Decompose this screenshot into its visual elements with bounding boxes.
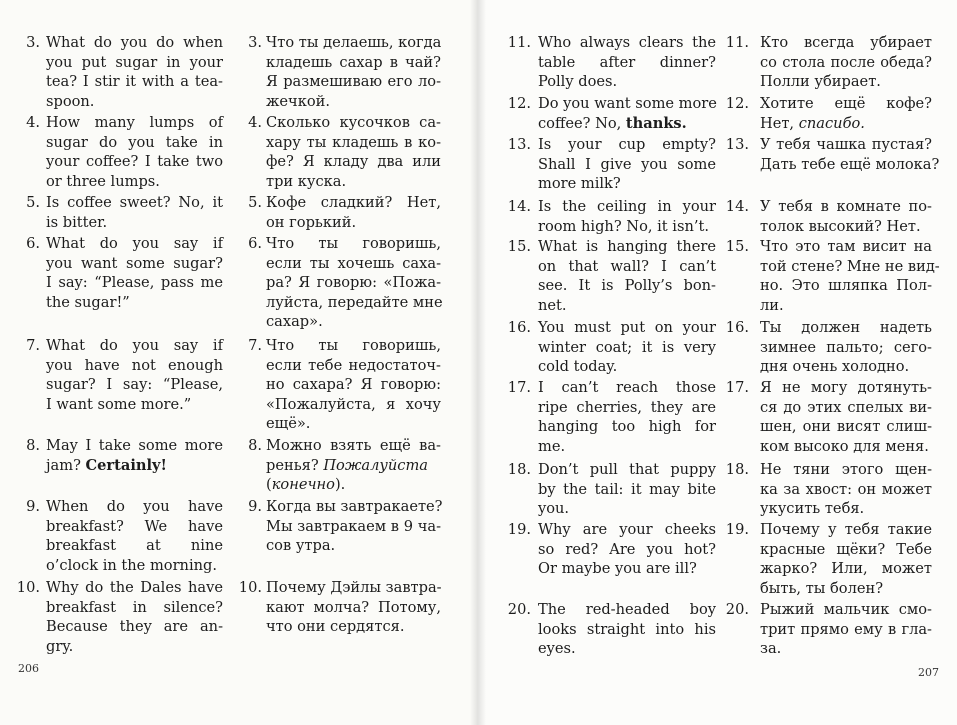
text-run: is bitter. bbox=[46, 213, 108, 231]
text-run: Мы завтракаем в 9 ча- bbox=[266, 517, 441, 535]
text-run: ещё». bbox=[266, 415, 311, 433]
text-line bbox=[760, 540, 932, 560]
item-text bbox=[760, 135, 940, 174]
text-run: What do you do when bbox=[46, 34, 223, 51]
text-line bbox=[538, 559, 716, 579]
item-number: 19. bbox=[725, 521, 749, 538]
text-run: o’clock in the morning. bbox=[46, 556, 217, 574]
item-number: 4. bbox=[26, 114, 40, 131]
text-line bbox=[266, 578, 441, 598]
item-number: 13. bbox=[725, 136, 749, 153]
right-page bbox=[478, 0, 957, 725]
text-run: но сахара? Я говорю: bbox=[266, 376, 441, 394]
text-line bbox=[538, 72, 716, 92]
text-run: Я не могу дотянуть- bbox=[760, 379, 932, 396]
text-run: той стене? Мне не вид- bbox=[760, 257, 940, 275]
text-line bbox=[538, 276, 716, 296]
item-text bbox=[760, 460, 932, 519]
text-line bbox=[46, 395, 223, 415]
item-number: 14. bbox=[725, 198, 749, 215]
text-line bbox=[266, 72, 441, 92]
text-run: Сколько кусочков са- bbox=[266, 114, 441, 131]
text-line bbox=[760, 53, 932, 73]
text-run: шен, они висят слиш- bbox=[760, 418, 932, 436]
text-line bbox=[760, 357, 932, 377]
text-line bbox=[538, 338, 716, 358]
text-line bbox=[538, 437, 716, 457]
text-run: сахар». bbox=[266, 313, 323, 331]
item-number: 7. bbox=[248, 337, 262, 354]
text-run: Polly does. bbox=[538, 73, 618, 91]
text-line bbox=[266, 497, 441, 517]
text-run: Кто всегда убирает bbox=[760, 34, 932, 51]
text-line bbox=[760, 237, 932, 257]
text-line bbox=[266, 356, 441, 376]
text-line bbox=[760, 378, 932, 398]
text-line bbox=[266, 456, 441, 476]
text-run: Я размешиваю его ло- bbox=[266, 73, 441, 91]
text-line bbox=[266, 133, 441, 153]
text-run: Можно взять ещё ва- bbox=[266, 437, 441, 454]
text-run: луйста, передайте мне bbox=[266, 293, 443, 311]
text-run: если тебе недостаточ- bbox=[266, 356, 441, 374]
text-run: or three lumps. bbox=[46, 172, 160, 190]
item-number: 9. bbox=[248, 498, 262, 515]
text-line bbox=[538, 540, 716, 560]
text-run: ( bbox=[266, 476, 272, 494]
text-line bbox=[46, 375, 223, 395]
text-line bbox=[760, 460, 932, 480]
text-line bbox=[266, 617, 441, 637]
text-line bbox=[266, 375, 441, 395]
text-run: sugar do you take in bbox=[46, 133, 223, 151]
text-run: me. bbox=[538, 437, 566, 455]
item-number: 17. bbox=[725, 379, 749, 396]
italic-answer: спасибо. bbox=[798, 114, 865, 132]
item-number: 5. bbox=[248, 194, 262, 211]
text-run: the sugar!” bbox=[46, 293, 130, 311]
text-run: What do you say if bbox=[46, 337, 223, 354]
item-number: 15. bbox=[725, 238, 749, 255]
text-line bbox=[46, 53, 223, 73]
text-run: что они сердятся. bbox=[266, 618, 405, 636]
text-run: Что ты говоришь, bbox=[266, 337, 441, 354]
text-run: Нет, bbox=[760, 114, 799, 132]
text-line bbox=[538, 620, 716, 640]
text-run: Why do the Dales have bbox=[46, 579, 223, 596]
text-run: Почему у тебя такие bbox=[760, 521, 932, 538]
text-run: winter coat; it is very bbox=[538, 338, 716, 356]
item-number: 15. bbox=[507, 238, 531, 255]
text-run: breakfast in silence? bbox=[46, 598, 223, 616]
text-line bbox=[46, 273, 223, 293]
text-line bbox=[266, 475, 441, 495]
text-line bbox=[538, 217, 716, 237]
text-line bbox=[760, 94, 932, 114]
item-text bbox=[266, 193, 441, 232]
text-run: хару ты кладешь в ко- bbox=[266, 133, 441, 151]
text-line bbox=[760, 579, 932, 599]
text-run: ренья? bbox=[266, 456, 324, 474]
text-run: looks straight into his bbox=[538, 620, 716, 638]
text-run: «Пожалуйста, я хочу bbox=[266, 395, 441, 413]
text-run: толок высокий? Нет. bbox=[760, 217, 921, 235]
text-line bbox=[46, 152, 223, 172]
item-text bbox=[266, 234, 441, 332]
text-run: net. bbox=[538, 296, 567, 314]
item-text bbox=[266, 336, 441, 434]
item-number: 8. bbox=[248, 437, 262, 454]
text-run: you put sugar in your bbox=[46, 53, 223, 71]
text-run: You must put on your bbox=[538, 319, 716, 336]
text-line bbox=[46, 556, 223, 576]
text-line bbox=[760, 114, 932, 134]
text-line bbox=[760, 639, 932, 659]
text-run: by the tail: it may bite bbox=[538, 480, 716, 498]
text-line bbox=[538, 257, 716, 277]
text-run: три куска. bbox=[266, 172, 347, 190]
text-line bbox=[760, 135, 932, 155]
text-line bbox=[266, 92, 441, 112]
text-run: Shall I give you some bbox=[538, 155, 716, 173]
left-page bbox=[0, 0, 478, 725]
item-number: 17. bbox=[507, 379, 531, 396]
item-text bbox=[760, 197, 932, 236]
text-line bbox=[760, 276, 932, 296]
item-text bbox=[266, 497, 441, 556]
item-text bbox=[760, 318, 932, 377]
item-number: 18. bbox=[725, 461, 749, 478]
text-run: May I take some more bbox=[46, 437, 223, 454]
item-number: 10. bbox=[238, 579, 262, 596]
text-run: ком высоко для меня. bbox=[760, 437, 929, 455]
item-text bbox=[266, 113, 441, 191]
text-line bbox=[46, 617, 223, 637]
text-run: Don’t pull that puppy bbox=[538, 461, 716, 478]
text-line bbox=[760, 338, 932, 358]
text-run: tea? I stir it with a tea- bbox=[46, 73, 223, 91]
text-run: Is coffee sweet? No, it bbox=[46, 194, 223, 211]
text-run: Or maybe you are ill? bbox=[538, 560, 697, 578]
text-line bbox=[266, 273, 441, 293]
item-number: 20. bbox=[725, 601, 749, 618]
item-number: 9. bbox=[26, 498, 40, 515]
text-run: gry. bbox=[46, 637, 74, 655]
item-number: 7. bbox=[26, 337, 40, 354]
text-line bbox=[266, 113, 441, 133]
text-line bbox=[266, 234, 441, 254]
text-line bbox=[266, 213, 441, 233]
text-line bbox=[266, 336, 441, 356]
text-line bbox=[46, 213, 223, 233]
text-line bbox=[760, 217, 932, 237]
item-text bbox=[760, 520, 932, 598]
text-run: Because they are an- bbox=[46, 618, 223, 636]
text-run: Рыжий мальчик смо- bbox=[760, 601, 932, 618]
text-run: Дать тебе ещё молока? bbox=[760, 155, 940, 173]
item-number: 13. bbox=[507, 136, 531, 153]
text-line bbox=[760, 398, 932, 418]
text-run: What do you say if bbox=[46, 235, 223, 252]
text-line bbox=[760, 318, 932, 338]
text-line bbox=[266, 53, 441, 73]
text-run: красные щёки? Тебе bbox=[760, 540, 932, 558]
text-run: your coffee? I take two bbox=[46, 153, 223, 171]
text-run: быть, ты болен? bbox=[760, 579, 884, 597]
text-line bbox=[760, 600, 932, 620]
text-line bbox=[760, 72, 932, 92]
text-line bbox=[46, 536, 223, 556]
item-number: 14. bbox=[507, 198, 531, 215]
item-number: 4. bbox=[248, 114, 262, 131]
text-run: more milk? bbox=[538, 175, 621, 193]
text-run: The red-headed boy bbox=[538, 601, 716, 618]
text-line bbox=[538, 174, 716, 194]
text-run: on that wall? I can’t bbox=[538, 257, 716, 275]
text-run: У тебя чашка пустая? bbox=[760, 136, 932, 153]
item-number: 16. bbox=[725, 319, 749, 336]
text-line bbox=[760, 620, 932, 640]
text-run: coffee? No, bbox=[538, 114, 626, 132]
text-line bbox=[538, 480, 716, 500]
text-line bbox=[266, 33, 441, 53]
text-run: so red? Are you hot? bbox=[538, 540, 716, 558]
text-run: он горький. bbox=[266, 213, 357, 231]
text-run: Что ты делаешь, когда bbox=[266, 34, 442, 51]
text-line bbox=[538, 155, 716, 175]
text-run: Кофе сладкий? Нет, bbox=[266, 194, 441, 211]
page-number-left: 206 bbox=[18, 662, 39, 675]
text-run: ли. bbox=[760, 296, 784, 314]
text-run: за. bbox=[760, 640, 782, 658]
text-run: трит прямо ему в гла- bbox=[760, 620, 932, 638]
item-text bbox=[266, 33, 441, 111]
text-line bbox=[46, 254, 223, 274]
page-number-right: 207 bbox=[918, 666, 939, 679]
text-run: I can’t reach those bbox=[538, 379, 716, 396]
item-number: 18. bbox=[507, 461, 531, 478]
text-run: укусить тебя. bbox=[760, 500, 865, 518]
text-run: What is hanging there bbox=[538, 238, 716, 255]
text-line bbox=[760, 520, 932, 540]
text-run: со стола после обеда? bbox=[760, 53, 932, 71]
text-run: cold today. bbox=[538, 358, 618, 376]
text-run: you want some sugar? bbox=[46, 254, 223, 272]
text-line bbox=[538, 417, 716, 437]
text-line bbox=[266, 436, 441, 456]
item-number: 11. bbox=[725, 34, 749, 51]
item-text bbox=[760, 600, 932, 659]
text-run: Is the ceiling in your bbox=[538, 198, 716, 215]
text-line bbox=[46, 517, 223, 537]
text-line bbox=[760, 437, 932, 457]
item-number: 19. bbox=[507, 521, 531, 538]
italic-answer: Пожалуйста bbox=[323, 456, 428, 474]
text-line bbox=[538, 114, 716, 134]
item-text bbox=[266, 578, 441, 637]
text-line bbox=[538, 296, 716, 316]
text-line bbox=[266, 536, 441, 556]
text-run: see. It is Polly’s bon- bbox=[538, 277, 716, 295]
text-run: sugar? I say: “Please, bbox=[46, 376, 223, 394]
text-run: Is your cup empty? bbox=[538, 136, 716, 153]
text-line bbox=[266, 312, 441, 332]
item-number: 10. bbox=[16, 579, 40, 596]
item-number: 3. bbox=[26, 34, 40, 51]
text-line bbox=[538, 639, 716, 659]
text-run: У тебя в комнате по- bbox=[760, 198, 932, 215]
text-run: table after dinner? bbox=[538, 53, 716, 71]
item-number: 12. bbox=[507, 95, 531, 112]
text-line bbox=[266, 293, 441, 313]
text-line bbox=[760, 499, 932, 519]
text-run: зимнее пальто; сего- bbox=[760, 338, 932, 356]
text-run: сов утра. bbox=[266, 537, 336, 555]
text-line bbox=[266, 395, 441, 415]
text-run: Что ты говоришь, bbox=[266, 235, 441, 252]
text-line bbox=[46, 92, 223, 112]
text-line bbox=[538, 357, 716, 377]
item-number: 6. bbox=[26, 235, 40, 252]
text-line bbox=[46, 637, 223, 657]
text-run: jam? bbox=[46, 456, 86, 474]
text-run: When do you have bbox=[46, 498, 223, 515]
text-run: Do you want some more bbox=[538, 95, 717, 112]
item-number: 16. bbox=[507, 319, 531, 336]
text-line bbox=[46, 293, 223, 313]
text-line bbox=[266, 598, 441, 618]
text-line bbox=[538, 398, 716, 418]
text-run: you. bbox=[538, 500, 570, 518]
text-run: жарко? Или, может bbox=[760, 560, 932, 578]
text-run: room high? No, it isn’t. bbox=[538, 217, 709, 235]
text-run: ). bbox=[334, 476, 346, 494]
text-run: breakfast? We have bbox=[46, 517, 223, 535]
item-text bbox=[760, 94, 932, 133]
item-number: 12. bbox=[725, 95, 749, 112]
text-run: ся до этих спелых ви- bbox=[760, 398, 932, 416]
text-line bbox=[46, 598, 223, 618]
item-text bbox=[760, 237, 940, 315]
text-run: но. Это шляпка Пол- bbox=[760, 277, 932, 295]
text-run: Когда вы завтракаете? bbox=[266, 498, 443, 515]
item-number: 11. bbox=[507, 34, 531, 51]
text-line bbox=[266, 172, 441, 192]
item-number: 20. bbox=[507, 601, 531, 618]
text-run: How many lumps of bbox=[46, 114, 223, 131]
text-run: дня очень холодно. bbox=[760, 358, 910, 376]
bold-answer: Certainly! bbox=[85, 456, 167, 474]
text-run: жечкой. bbox=[266, 92, 330, 110]
item-number: 3. bbox=[248, 34, 262, 51]
text-run: I say: “Please, pass me bbox=[46, 274, 223, 292]
text-line bbox=[266, 414, 441, 434]
text-run: кладешь сахар в чай? bbox=[266, 53, 441, 71]
text-run: Ты должен надеть bbox=[760, 319, 932, 336]
text-line bbox=[760, 197, 932, 217]
text-run: ripe cherries, they are bbox=[538, 398, 716, 416]
text-line bbox=[266, 254, 441, 274]
text-run: если ты хочешь саха- bbox=[266, 254, 441, 272]
text-line bbox=[538, 53, 716, 73]
text-line bbox=[46, 72, 223, 92]
text-run: Who always clears the bbox=[538, 34, 716, 51]
text-line bbox=[760, 257, 940, 277]
text-run: Хотите ещё кофе? bbox=[760, 95, 932, 112]
text-run: фе? Я кладу два или bbox=[266, 153, 441, 171]
text-run: Why are your cheeks bbox=[538, 521, 716, 538]
text-line bbox=[760, 155, 940, 175]
item-number: 8. bbox=[26, 437, 40, 454]
text-run: breakfast at nine bbox=[46, 537, 223, 555]
text-line bbox=[266, 152, 441, 172]
text-run: кают молча? Потому, bbox=[266, 598, 441, 616]
text-line bbox=[760, 559, 932, 579]
text-line bbox=[46, 456, 223, 476]
item-number: 6. bbox=[248, 235, 262, 252]
text-line bbox=[266, 517, 441, 537]
text-line bbox=[46, 133, 223, 153]
item-text bbox=[760, 378, 932, 456]
item-number: 5. bbox=[26, 194, 40, 211]
text-run: I want some more.” bbox=[46, 395, 192, 413]
book-gutter bbox=[470, 0, 486, 725]
item-text bbox=[266, 436, 441, 495]
text-run: you have not enough bbox=[46, 356, 223, 374]
text-run: Не тяни этого щен- bbox=[760, 461, 932, 478]
text-run: eyes. bbox=[538, 640, 576, 658]
bold-answer: thanks. bbox=[625, 114, 687, 132]
item-text bbox=[760, 33, 932, 92]
text-line bbox=[266, 193, 441, 213]
text-run: Полли убирает. bbox=[760, 73, 881, 91]
italic-answer: конечно bbox=[271, 476, 335, 494]
text-line bbox=[538, 499, 716, 519]
text-run: Что это там висит на bbox=[760, 238, 932, 255]
text-run: ка за хвост: он может bbox=[760, 480, 932, 498]
text-line bbox=[760, 480, 932, 500]
text-run: hanging too high for bbox=[538, 418, 716, 436]
text-line bbox=[46, 172, 223, 192]
text-run: ра? Я говорю: «Пожа- bbox=[266, 274, 441, 292]
text-run: Почему Дэйлы завтра- bbox=[266, 579, 442, 596]
text-line bbox=[46, 356, 223, 376]
text-run: spoon. bbox=[46, 92, 95, 110]
text-line bbox=[760, 296, 932, 316]
text-line bbox=[760, 33, 932, 53]
text-line bbox=[760, 417, 932, 437]
